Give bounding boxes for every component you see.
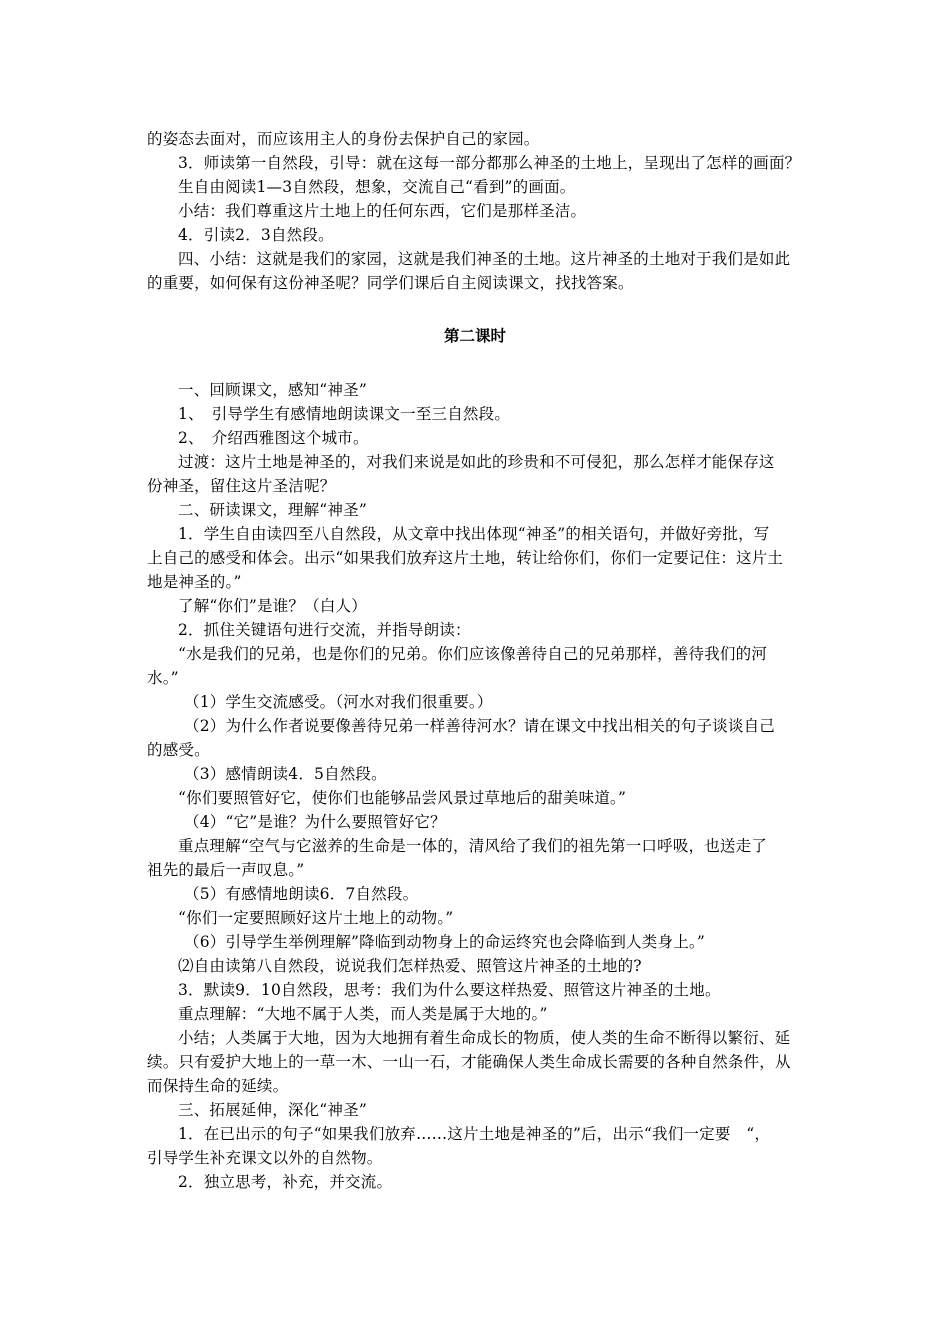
text-line: 祖先的最后一声叹息。”: [147, 861, 305, 879]
text-line: “你们要照管好它，使你们也能够品尝风景过草地后的甜美味道。”: [178, 789, 627, 807]
text-line: 1．学生自由读四至八自然段，从文章中找出体现“神圣”的相关语句，并做好旁批，写: [178, 525, 770, 543]
text-line: ⑵自由读第八自然段，说说我们怎样热爱、照管这片神圣的土地的?: [178, 957, 642, 975]
text-line: 生自由阅读1—3自然段，想象，交流自己“看到”的画面。: [178, 178, 576, 196]
text-line: 2．抓住关键语句进行交流，并指导朗读：: [178, 621, 471, 639]
text-line: 3．默读9．10自然段，思考：我们为什么要这样热爱、照管这片神圣的土地。: [178, 981, 721, 999]
text-line: 的姿态去面对，而应该用主人的身份去保护自己的家园。: [147, 130, 540, 148]
text-line: （5）有感情地朗读6．7自然段。: [184, 885, 419, 903]
text-line: 2．独立思考，补充，并交流。: [178, 1173, 393, 1191]
text-line: （1）学生交流感受。（河水对我们很重要。）: [184, 693, 493, 711]
text-line: （2）为什么作者说要像善待兄弟一样善待河水？请在课文中找出相关的句子谈谈自己: [184, 717, 775, 735]
text-line: 上自己的感受和体会。出示“如果我们放弃这片土地，转让给你们，你们一定要记住：这片土: [147, 549, 784, 567]
text-line: 一、回顾课文，感知“神圣”: [178, 381, 367, 399]
text-line: 份神圣，留住这片圣洁呢？: [147, 477, 336, 495]
text-line: （6）引导学生举例理解”降临到动物身上的命运终究也会降临到人类身上。”: [184, 933, 705, 951]
text-line: 续。只有爱护大地上的一草一木、一山一石，才能确保人类生命成长需要的各种自然条件，从: [147, 1053, 791, 1071]
text-line: 的感受。: [147, 741, 210, 759]
text-line: 重点理解：“大地不属于人类，而人类是属于大地的。”: [178, 1005, 548, 1023]
text-line: 二、研读课文，理解“神圣”: [178, 501, 367, 519]
text-line: “水是我们的兄弟，也是你们的兄弟。你们应该像善待自己的兄弟那样，善待我们的河: [178, 645, 768, 663]
text-line: 2、 介绍西雅图这个城市。: [178, 429, 369, 447]
text-line: 1、 引导学生有感情地朗读课文一至三自然段。: [178, 405, 511, 423]
text-line: 水。”: [147, 669, 179, 687]
text-line: 1．在已出示的句子“如果我们放弃……这片土地是神圣的”后，出示“我们一定要 “，: [178, 1125, 771, 1143]
text-line: “你们一定要照顾好这片土地上的动物。”: [178, 909, 454, 927]
text-line: 过渡：这片土地是神圣的，对我们来说是如此的珍贵和不可侵犯，那么怎样才能保存这: [178, 453, 775, 471]
text-line: 小结；人类属于大地，因为大地拥有着生命成长的物质，使人类的生命不断得以繁衍、延: [178, 1029, 791, 1047]
text-line: 的重要，如何保有这份神圣呢？同学们课后自主阅读课文，找找答案。: [147, 274, 634, 292]
text-line: 小结：我们尊重这片土地上的任何东西，它们是那样圣洁。: [178, 202, 587, 220]
text-line: 了解“你们”是谁？（白人）: [178, 597, 367, 615]
text-line: 引导学生补充课文以外的自然物。: [147, 1149, 383, 1167]
text-line: 3．师读第一自然段，引导：就在这每一部分都那么神圣的土地上，呈现出了怎样的画面？: [178, 154, 801, 172]
text-line: （3）感情朗读4．5自然段。: [184, 765, 387, 783]
text-line: 4．引读2．3自然段。: [178, 226, 334, 244]
text-line: 三、拓展延伸，深化“神圣”: [178, 1101, 367, 1119]
text-line: 四、小结：这就是我们的家园，这就是我们神圣的土地。这片神圣的土地对于我们是如此: [178, 250, 791, 268]
text-line: 而保持生命的延续。: [147, 1077, 289, 1095]
text-line: 地是神圣的。”: [147, 573, 242, 591]
section-heading: 第二课时: [443, 327, 506, 345]
text-line: 重点理解“空气与它滋养的生命是一体的，清风给了我们的祖先第一口呼吸，也送走了: [178, 837, 768, 855]
text-line: （4）“它”是谁？为什么要照管好它？: [184, 813, 446, 831]
